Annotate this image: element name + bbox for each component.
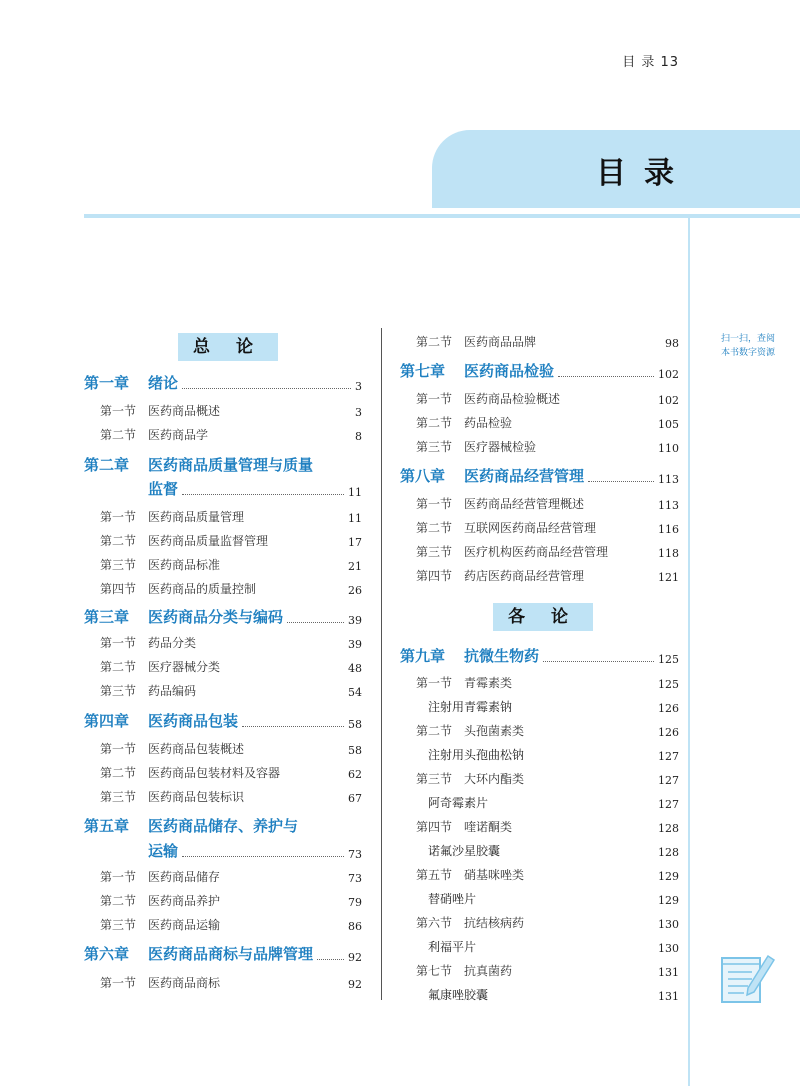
toc-entry-number: 第二章	[84, 456, 130, 474]
toc-page-number: 121	[658, 571, 679, 584]
toc-page-number: 8	[355, 430, 362, 443]
toc-entry-number: 第二节	[100, 660, 137, 674]
toc-page-number: 11	[348, 486, 362, 499]
toc-entry-number: 第一章	[84, 374, 130, 392]
toc-entry-title: 药品编码	[148, 684, 197, 698]
toc-section-entry[interactable]	[100, 974, 362, 991]
toc-section-entry[interactable]	[416, 438, 679, 455]
toc-entry-number: 第二节	[100, 894, 137, 908]
part-heading-specific: 各 论	[493, 603, 593, 631]
toc-entry-title: 医药商品包装	[148, 712, 239, 730]
toc-entry-number: 第三节	[100, 790, 137, 804]
toc-entry-title: 医药商品质量监督管理	[148, 534, 269, 548]
toc-page-number: 39	[348, 614, 362, 627]
toc-page-number: 131	[658, 990, 679, 1003]
toc-section-entry[interactable]	[100, 740, 362, 757]
toc-entry-title: 医药商品储存、养护与	[148, 817, 299, 835]
toc-entry-number: 第三节	[416, 545, 453, 559]
toc-entry-title: 医药商品商标	[148, 976, 221, 990]
toc-section-entry[interactable]	[100, 764, 362, 781]
toc-entry-number: 第一节	[416, 497, 453, 511]
toc-section-entry[interactable]	[416, 962, 679, 979]
toc-entry-number: 第五节	[416, 868, 453, 882]
toc-page-number: 105	[658, 418, 679, 431]
toc-entry-title: 医药商品质量管理与质量	[148, 456, 314, 474]
toc-page-number: 39	[348, 638, 362, 651]
toc-entry-title: 医药商品的质量控制	[148, 582, 257, 596]
toc-chapter-entry[interactable]	[148, 840, 362, 861]
toc-entry-number: 第四节	[416, 569, 453, 583]
toc-entry-title: 医药商品运输	[148, 918, 221, 932]
toc-section-entry[interactable]	[100, 916, 362, 933]
toc-entry-title: 诺氟沙星胶囊	[428, 844, 501, 858]
toc-entry-title: 医疗器械检验	[464, 440, 537, 454]
toc-leader-dots	[182, 387, 351, 389]
toc-chapter-entry[interactable]	[400, 360, 679, 381]
toc-page-number: 67	[348, 792, 362, 805]
toc-page-number: 128	[658, 822, 679, 835]
toc-entry-title: 医药商品养护	[148, 894, 221, 908]
toc-drug-entry[interactable]	[428, 938, 679, 955]
toc-entry-title: 阿奇霉素片	[428, 796, 489, 810]
toc-entry-title: 硝基咪唑类	[464, 868, 525, 882]
toc-entry-number: 第七章	[400, 362, 446, 380]
toc-entry-title: 医药商品包装标识	[148, 790, 245, 804]
toc-entry-title: 注射用头孢曲松钠	[428, 748, 525, 762]
toc-page-number: 130	[658, 942, 679, 955]
toc-leader-dots	[317, 958, 344, 960]
toc-entry-number: 第一节	[100, 742, 137, 756]
toc-entry-title: 医药商品品牌	[464, 335, 537, 349]
toc-drug-entry[interactable]	[428, 842, 679, 859]
toc-entry-title: 利福平片	[428, 940, 477, 954]
toc-entry-title: 互联网医药商品经营管理	[464, 521, 597, 535]
toc-page-number: 102	[658, 394, 679, 407]
toc-page-number: 73	[348, 848, 362, 861]
toc-entry-number: 第四节	[416, 820, 453, 834]
toc-entry-number: 第三节	[100, 684, 137, 698]
toc-entry-number: 第五章	[84, 817, 130, 835]
toc-entry-title: 头孢菌素类	[464, 724, 525, 738]
toc-entry-title: 医药商品分类与编码	[148, 608, 284, 626]
toc-entry-number: 第一节	[100, 510, 137, 524]
toc-entry-title: 喹诺酮类	[464, 820, 513, 834]
toc-entry-number: 第一节	[416, 676, 453, 690]
toc-page-number: 92	[348, 978, 362, 991]
toc-leader-dots	[182, 855, 344, 857]
toc-entry-number: 第一节	[100, 870, 137, 884]
toc-page-number: 58	[348, 718, 362, 731]
toc-entry-title: 运输	[148, 842, 179, 860]
toc-page-number: 58	[348, 744, 362, 757]
toc-entry-number: 第三节	[416, 440, 453, 454]
toc-drug-entry[interactable]	[428, 746, 679, 763]
page-title: 目录	[596, 156, 692, 191]
toc-entry-number: 第二节	[416, 521, 453, 535]
toc-section-entry[interactable]	[100, 426, 362, 443]
toc-entry-title: 医药商品学	[148, 428, 209, 442]
toc-page-number: 48	[348, 662, 362, 675]
toc-drug-entry[interactable]	[428, 890, 679, 907]
toc-chapter-entry[interactable]	[148, 478, 362, 499]
toc-leader-dots	[558, 375, 654, 377]
toc-page-number: 127	[658, 798, 679, 811]
toc-section-entry[interactable]	[100, 634, 362, 651]
toc-leader-dots	[182, 493, 344, 495]
toc-entry-title: 医疗机构医药商品经营管理	[464, 545, 609, 559]
toc-page-number: 126	[658, 726, 679, 739]
toc-page-number: 118	[658, 547, 679, 560]
toc-entry-number: 第八章	[400, 467, 446, 485]
toc-entry-title: 替硝唑片	[428, 892, 477, 906]
toc-section-entry[interactable]	[416, 770, 679, 787]
toc-chapter-entry[interactable]	[84, 943, 362, 964]
toc-page-number: 98	[665, 337, 679, 350]
scan-note[interactable]	[703, 332, 793, 360]
toc-entry-number: 第二节	[416, 724, 453, 738]
toc-section-entry[interactable]	[416, 333, 679, 350]
toc-entry-number: 第三章	[84, 608, 130, 626]
toc-entry-number: 第二节	[100, 428, 137, 442]
toc-entry-title: 医药商品包装概述	[148, 742, 245, 756]
toc-page-number: 92	[348, 951, 362, 964]
toc-page-number: 54	[348, 686, 362, 699]
toc-page-number: 125	[658, 678, 679, 691]
toc-page-number: 125	[658, 653, 679, 666]
toc-section-entry[interactable]	[416, 914, 679, 931]
toc-entry-number: 第三节	[100, 558, 137, 572]
toc-page-number: 129	[658, 894, 679, 907]
toc-entry-title: 注射用青霉素钠	[428, 700, 513, 714]
scan-note-line2: 本书数字资源	[720, 348, 775, 358]
toc-section-entry[interactable]	[100, 868, 362, 885]
toc-entry-title: 医药商品储存	[148, 870, 221, 884]
toc-chapter-entry[interactable]	[400, 465, 679, 486]
toc-entry-title: 医药商品经营管理概述	[464, 497, 585, 511]
toc-section-entry[interactable]	[100, 580, 362, 597]
toc-section-entry[interactable]	[416, 414, 679, 431]
toc-entry-number: 第二节	[100, 534, 137, 548]
toc-drug-entry[interactable]	[428, 698, 679, 715]
toc-entry-number: 第七节	[416, 964, 453, 978]
column-divider	[381, 328, 382, 1000]
toc-section-entry[interactable]	[416, 543, 679, 560]
toc-entry-title: 抗微生物药	[464, 647, 540, 665]
toc-section-entry[interactable]	[100, 556, 362, 573]
toc-entry-title: 氟康唑胶囊	[428, 988, 489, 1002]
toc-entry-title: 药店医药商品经营管理	[464, 569, 585, 583]
toc-leader-dots	[543, 660, 654, 662]
header-rule	[84, 214, 800, 218]
toc-section-entry[interactable]	[416, 495, 679, 512]
toc-page-number: 113	[658, 499, 679, 512]
toc-entry-number: 第一节	[416, 392, 453, 406]
toc-page-number: 113	[658, 473, 679, 486]
notebook-pencil-icon	[718, 948, 776, 1006]
toc-entry-number: 第四章	[84, 712, 130, 730]
toc-section-entry[interactable]	[100, 508, 362, 525]
toc-drug-entry[interactable]	[428, 986, 679, 1003]
toc-page-number: 21	[348, 560, 362, 573]
toc-section-entry[interactable]	[100, 658, 362, 675]
toc-section-entry[interactable]	[100, 682, 362, 699]
toc-page-number: 11	[348, 512, 362, 525]
toc-page-number: 79	[348, 896, 362, 909]
toc-leader-dots	[242, 725, 344, 727]
toc-chapter-entry[interactable]	[84, 372, 362, 393]
toc-section-entry[interactable]	[416, 866, 679, 883]
toc-section-entry[interactable]	[416, 818, 679, 835]
toc-entry-title: 医药商品概述	[148, 404, 221, 418]
toc-entry-number: 第二节	[416, 416, 453, 430]
toc-page-number: 131	[658, 966, 679, 979]
toc-entry-title: 绪论	[148, 374, 179, 392]
toc-page-number: 130	[658, 918, 679, 931]
toc-page-number: 86	[348, 920, 362, 933]
running-header: 目 录 13	[622, 55, 679, 70]
toc-section-entry[interactable]	[100, 532, 362, 549]
part-heading-general: 总 论	[178, 333, 278, 361]
toc-entry-number: 第六章	[84, 945, 130, 963]
toc-entry-title: 医药商品检验概述	[464, 392, 561, 406]
toc-entry-title: 医药商品包装材料及容器	[148, 766, 281, 780]
toc-section-entry[interactable]	[416, 519, 679, 536]
toc-entry-title: 青霉素类	[464, 676, 513, 690]
toc-chapter-entry[interactable]	[84, 710, 362, 731]
toc-page-number: 127	[658, 750, 679, 763]
toc-entry-number: 第三节	[100, 918, 137, 932]
toc-entry-title: 监督	[148, 480, 179, 498]
toc-leader-dots	[287, 621, 344, 623]
toc-page-number: 26	[348, 584, 362, 597]
toc-entry-title: 抗真菌药	[464, 964, 513, 978]
margin-rule	[688, 218, 690, 1086]
toc-entry-title: 医药商品商标与品牌管理	[148, 945, 314, 963]
toc-page-number: 3	[355, 406, 362, 419]
toc-page-number: 110	[658, 442, 679, 455]
toc-section-entry[interactable]	[100, 402, 362, 419]
toc-page-number: 102	[658, 368, 679, 381]
toc-page-number: 73	[348, 872, 362, 885]
toc-page-number: 128	[658, 846, 679, 859]
toc-entry-number: 第一节	[100, 976, 137, 990]
scan-note-line1: 扫一扫，查阅	[720, 334, 775, 344]
toc-section-entry[interactable]	[100, 892, 362, 909]
toc-page-number: 62	[348, 768, 362, 781]
toc-entry-title: 医药商品检验	[464, 362, 555, 380]
toc-entry-title: 药品检验	[464, 416, 513, 430]
toc-entry-number: 第二节	[100, 766, 137, 780]
toc-entry-title: 大环内酯类	[464, 772, 525, 786]
toc-section-entry[interactable]	[416, 722, 679, 739]
toc-entry-number: 第九章	[400, 647, 446, 665]
toc-entry-title: 医疗器械分类	[148, 660, 221, 674]
toc-page-number: 127	[658, 774, 679, 787]
toc-chapter-entry[interactable]	[84, 454, 362, 475]
toc-leader-dots	[588, 480, 654, 482]
toc-section-entry[interactable]	[416, 674, 679, 691]
toc-page-number: 17	[348, 536, 362, 549]
toc-page-number: 3	[355, 380, 362, 393]
toc-entry-number: 第六节	[416, 916, 453, 930]
toc-entry-title: 医药商品经营管理	[464, 467, 585, 485]
toc-entry-title: 药品分类	[148, 636, 197, 650]
toc-chapter-entry[interactable]	[84, 606, 362, 627]
toc-entry-number: 第一节	[100, 404, 137, 418]
toc-section-entry[interactable]	[100, 788, 362, 805]
toc-chapter-entry[interactable]	[84, 815, 362, 836]
toc-entry-title: 抗结核病药	[464, 916, 525, 930]
toc-entry-number: 第二节	[416, 335, 453, 349]
toc-entry-title: 医药商品质量管理	[148, 510, 245, 524]
toc-entry-number: 第三节	[416, 772, 453, 786]
toc-section-entry[interactable]	[416, 390, 679, 407]
toc-entry-number: 第一节	[100, 636, 137, 650]
toc-chapter-entry[interactable]	[400, 645, 679, 666]
toc-entry-title: 医药商品标准	[148, 558, 221, 572]
toc-drug-entry[interactable]	[428, 794, 679, 811]
toc-section-entry[interactable]	[416, 567, 679, 584]
toc-page-number: 129	[658, 870, 679, 883]
toc-page-number: 126	[658, 702, 679, 715]
toc-entry-number: 第四节	[100, 582, 137, 596]
toc-page-number: 116	[658, 523, 679, 536]
